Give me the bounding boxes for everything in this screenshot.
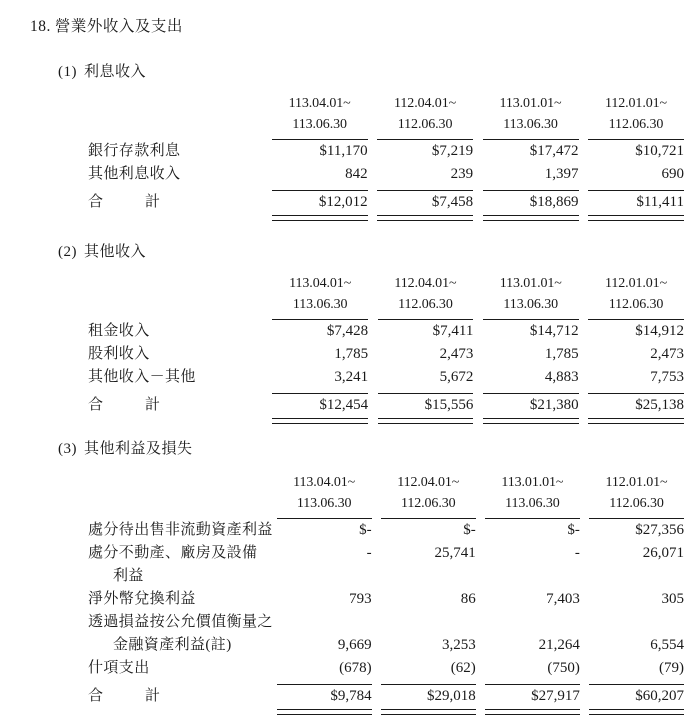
total-value: $18,869 (529, 194, 579, 210)
cell-value (277, 611, 372, 634)
table-other-income (88, 273, 684, 424)
total-label: 合 計 (88, 397, 161, 413)
col-header-4-line1: 112.01.01~ (604, 96, 667, 111)
col-header-1-line1: 113.04.01~ (288, 96, 351, 111)
col-header-3-line2: 113.06.30 (503, 117, 558, 132)
cell-value: (678) (339, 660, 372, 676)
double-rule-segment (377, 214, 473, 221)
section-heading-text: 其他利益及損失 (84, 441, 193, 457)
cell-value: 21,264 (538, 637, 580, 653)
cell-value: 7,403 (546, 591, 580, 607)
total-value: $9,784 (330, 688, 372, 704)
section-index: (1) (58, 64, 77, 80)
col-header-4-line2: 112.06.30 (608, 117, 664, 132)
section-heading-text: 利息收入 (84, 64, 147, 80)
total-label: 合 計 (88, 688, 161, 704)
cell-value: (79) (659, 660, 684, 676)
col-header-1-line2: 113.06.30 (292, 117, 347, 132)
cell-value: $14,712 (529, 323, 579, 339)
cell-value: (750) (547, 660, 580, 676)
row-label: 租金收入 (88, 323, 150, 339)
table-row (88, 611, 684, 634)
row-label: 金融資產利益(註) (113, 637, 232, 653)
total-label: 合 計 (88, 194, 161, 210)
table-row (88, 519, 684, 542)
cell-value: $- (567, 522, 580, 538)
double-rule-segment (483, 214, 579, 221)
double-rule-segment (485, 708, 580, 715)
col-header-3-line2: 113.06.30 (505, 496, 560, 511)
double-rule-segment (589, 708, 684, 715)
table-row (88, 542, 684, 565)
col-header-3-line1: 113.01.01~ (499, 276, 562, 291)
cell-value: - (366, 545, 372, 561)
table-interest-income (88, 93, 684, 221)
total-value: $25,138 (635, 397, 684, 413)
header-row-line1 (88, 472, 684, 493)
cell-value (589, 611, 684, 634)
total-value: $27,917 (531, 688, 580, 704)
total-double-rule (88, 417, 684, 424)
total-value: $29,018 (426, 688, 476, 704)
cell-value: $- (359, 522, 372, 538)
page-title (30, 14, 183, 36)
table-row (88, 320, 684, 343)
cell-value: $7,428 (326, 323, 369, 339)
cell-value: 9,669 (337, 637, 372, 653)
col-header-2-line2: 112.06.30 (400, 496, 456, 511)
col-header-1-line2: 113.06.30 (292, 297, 348, 312)
table-row (88, 588, 684, 611)
cell-value: 690 (661, 166, 684, 182)
double-rule-segment (272, 417, 368, 424)
cell-value: $11,170 (319, 143, 368, 159)
cell-value (589, 565, 684, 588)
row-label: 銀行存款利息 (88, 143, 181, 159)
total-value: $15,556 (424, 397, 474, 413)
cell-value: $7,411 (432, 323, 474, 339)
cell-value: 842 (345, 166, 368, 182)
header-row-line2 (88, 294, 684, 315)
cell-value: 4,883 (544, 369, 579, 385)
total-value: $21,380 (529, 397, 579, 413)
section-heading-text: 其他收入 (84, 244, 147, 260)
row-label: 透過損益按公允價值衡量之 (88, 614, 273, 630)
header-row-line2 (88, 114, 684, 135)
table-row (88, 657, 684, 680)
cell-value: 793 (349, 591, 372, 607)
row-label: 處分不動產、廠房及設備 (88, 545, 258, 561)
col-header-4-line1: 112.01.01~ (605, 276, 668, 291)
cell-value: 26,071 (642, 545, 684, 561)
cell-value (381, 611, 476, 634)
cell-value: (62) (450, 660, 476, 676)
cell-value (485, 611, 580, 634)
total-double-rule (88, 214, 684, 221)
total-double-rule (88, 708, 684, 715)
double-rule-segment (381, 708, 476, 715)
col-header-2-line2: 112.06.30 (398, 297, 453, 312)
total-row (88, 394, 684, 417)
note-title-text: 營業外收入及支出 (54, 18, 183, 35)
cell-value: 1,785 (334, 346, 369, 362)
section-heading (58, 240, 146, 261)
cell-value: 2,473 (439, 346, 474, 362)
col-header-1-line1: 113.04.01~ (293, 475, 356, 490)
row-label: 淨外幣兌換利益 (88, 591, 196, 607)
table-row (88, 163, 684, 186)
double-rule-segment (588, 214, 684, 221)
double-rule-segment (277, 708, 372, 715)
cell-value: 239 (450, 166, 474, 182)
col-header-2-line1: 112.04.01~ (397, 475, 460, 490)
cell-value: 1,397 (544, 166, 579, 182)
cell-value: 2,473 (650, 346, 684, 362)
col-header-2-line1: 112.04.01~ (394, 96, 457, 111)
row-label: 其他利息收入 (88, 166, 181, 182)
row-label: 利益 (113, 568, 144, 584)
col-header-3-line2: 113.06.30 (503, 297, 559, 312)
table-row (88, 366, 684, 389)
section-index: (2) (58, 244, 77, 260)
cell-value: 5,672 (439, 369, 474, 385)
col-header-3-line1: 113.01.01~ (501, 475, 564, 490)
double-rule-segment (483, 417, 579, 424)
table-row (88, 565, 684, 588)
row-label: 股利收入 (88, 346, 150, 362)
cell-value: 25,741 (434, 545, 476, 561)
col-header-2-line2: 112.06.30 (397, 117, 453, 132)
cell-value: $27,356 (635, 522, 684, 538)
cell-value: 7,753 (650, 369, 684, 385)
header-row-line2 (88, 493, 684, 514)
total-value: $12,012 (318, 194, 368, 210)
total-value: $60,207 (635, 688, 684, 704)
cell-value: 86 (460, 591, 476, 607)
cell-value: 3,241 (334, 369, 369, 385)
section-heading (58, 437, 193, 458)
double-rule-segment (272, 214, 368, 221)
total-value: $11,411 (636, 194, 684, 210)
header-row-line1 (88, 273, 684, 294)
row-label: 什項支出 (88, 660, 150, 676)
cell-value: $17,472 (529, 143, 579, 159)
note-number: 18. (30, 18, 51, 35)
cell-value: 6,554 (650, 637, 684, 653)
col-header-4-line2: 112.06.30 (609, 496, 664, 511)
col-header-1-line1: 113.04.01~ (289, 276, 352, 291)
double-rule-segment (588, 417, 684, 424)
total-value: $12,454 (319, 397, 369, 413)
section-index: (3) (58, 441, 77, 457)
col-header-1-line2: 113.06.30 (296, 496, 352, 511)
cell-value (277, 565, 372, 588)
cell-value: $7,219 (431, 143, 474, 159)
cell-value: $- (463, 522, 476, 538)
row-label: 其他收入－其他 (88, 369, 196, 385)
total-value: $7,458 (431, 194, 474, 210)
cell-value (485, 565, 580, 588)
cell-value: 1,785 (544, 346, 579, 362)
table-row (88, 140, 684, 163)
header-row-line1 (88, 93, 684, 114)
col-header-4-line1: 112.01.01~ (605, 475, 668, 490)
cell-value: - (574, 545, 580, 561)
table-other-gains-losses (88, 472, 684, 715)
table-row (88, 634, 684, 657)
total-row (88, 191, 684, 214)
cell-value: 3,253 (441, 637, 476, 653)
col-header-2-line1: 112.04.01~ (394, 276, 457, 291)
table-row (88, 343, 684, 366)
section-heading (58, 60, 146, 81)
col-header-3-line1: 113.01.01~ (499, 96, 562, 111)
cell-value: 305 (661, 591, 684, 607)
cell-value (381, 565, 476, 588)
row-label: 處分待出售非流動資產利益 (88, 522, 273, 538)
cell-value: $10,721 (635, 143, 684, 159)
col-header-4-line2: 112.06.30 (608, 297, 664, 312)
double-rule-segment (378, 417, 474, 424)
cell-value: $14,912 (635, 323, 684, 339)
total-row (88, 685, 684, 708)
